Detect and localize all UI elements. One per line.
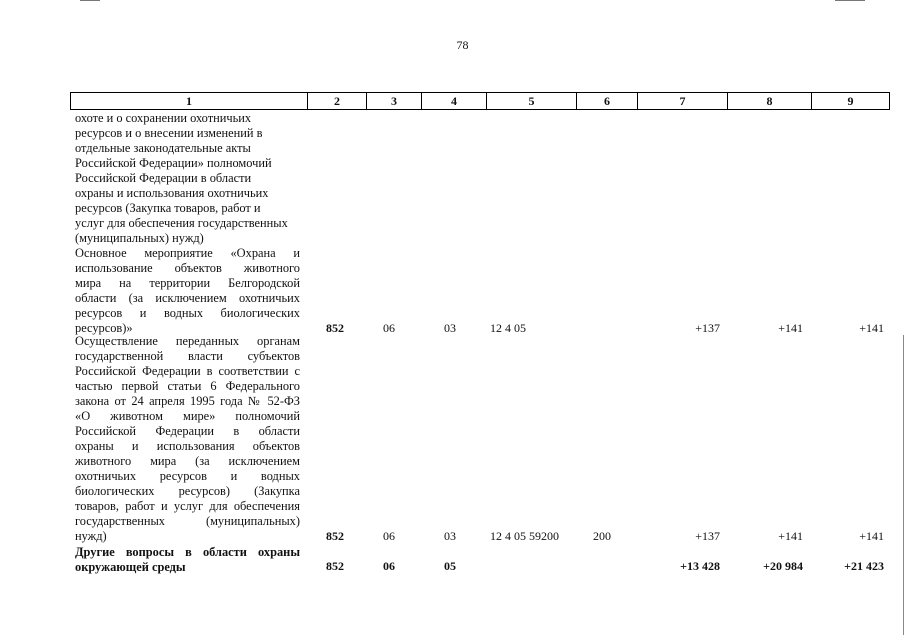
cell-col-6: 200 <box>593 529 611 543</box>
row-description: охоте и о сохранении охотничьих ресурсов и о внесении изменений в отдельные законодательные акты Российской Федерации» полномочий Российской Федерации в области охраны и использования охотничьих ресурсов (Закупка товаров, работ и услуг для обеспечения государственных (муниципальных) нужд) <box>75 111 288 245</box>
cell-col-2: 852 <box>326 529 344 543</box>
header-col-8: 8 <box>766 94 773 108</box>
cell-col-3: 06 <box>383 321 395 335</box>
row-description: Другие вопросы в области охраны окружающей среды <box>75 545 300 574</box>
cell-col-2: 852 <box>326 321 344 335</box>
header-col-4: 4 <box>451 94 457 108</box>
header-col-6: 6 <box>604 94 610 108</box>
header-col-2: 2 <box>334 94 340 108</box>
cell-col-5: 12 4 05 <box>490 321 526 335</box>
cell-col-3: 06 <box>383 559 395 573</box>
header-col-1: 1 <box>186 94 192 108</box>
cell-col-7: +13 428 <box>680 559 720 573</box>
cell-col-5: 12 4 05 59200 <box>490 529 559 543</box>
cell-col-7: +137 <box>695 529 720 543</box>
header-col-9: 9 <box>847 94 854 108</box>
top-edge-mark <box>80 0 100 1</box>
scan-edge-line <box>903 335 904 635</box>
row-description: Основное мероприятие «Охрана и использование объектов животного мира на территории Белгородской области (за исключением охотничьих ресурсов и водных биологических ресурсов)» <box>75 246 300 335</box>
cell-col-9: +21 423 <box>844 559 884 573</box>
cell-col-8: +141 <box>778 321 803 335</box>
page-number: 78 <box>456 38 469 52</box>
cell-col-8: +20 984 <box>763 559 803 573</box>
row-description: Осуществление переданных органам государственной власти субъектов Российской Федерации в соответствии с частью первой статьи 6 Федерального закона от 24 апреля 1995 года № 52-ФЗ «О животном мире» полномочий Российской Федерации в области охраны и использования объектов животного мира (за исключением охотничьих ресурсов и водных биологических ресурсов) (Закупка товаров, работ и услуг для обеспечения государственных (муниципальных) нужд) <box>75 334 300 543</box>
table-header <box>70 92 890 110</box>
header-col-7: 7 <box>679 94 686 108</box>
header-col-3: 3 <box>391 94 397 108</box>
cell-col-8: +141 <box>778 529 803 543</box>
cell-col-4: 05 <box>444 559 456 573</box>
cell-col-4: 03 <box>444 321 456 335</box>
header-col-5: 5 <box>528 94 535 108</box>
cell-col-7: +137 <box>695 321 720 335</box>
cell-col-2: 852 <box>326 559 344 573</box>
cell-col-9: +141 <box>859 321 884 335</box>
cell-col-9: +141 <box>859 529 884 543</box>
cell-col-3: 06 <box>383 529 395 543</box>
top-edge-mark <box>835 0 865 1</box>
cell-col-4: 03 <box>444 529 456 543</box>
